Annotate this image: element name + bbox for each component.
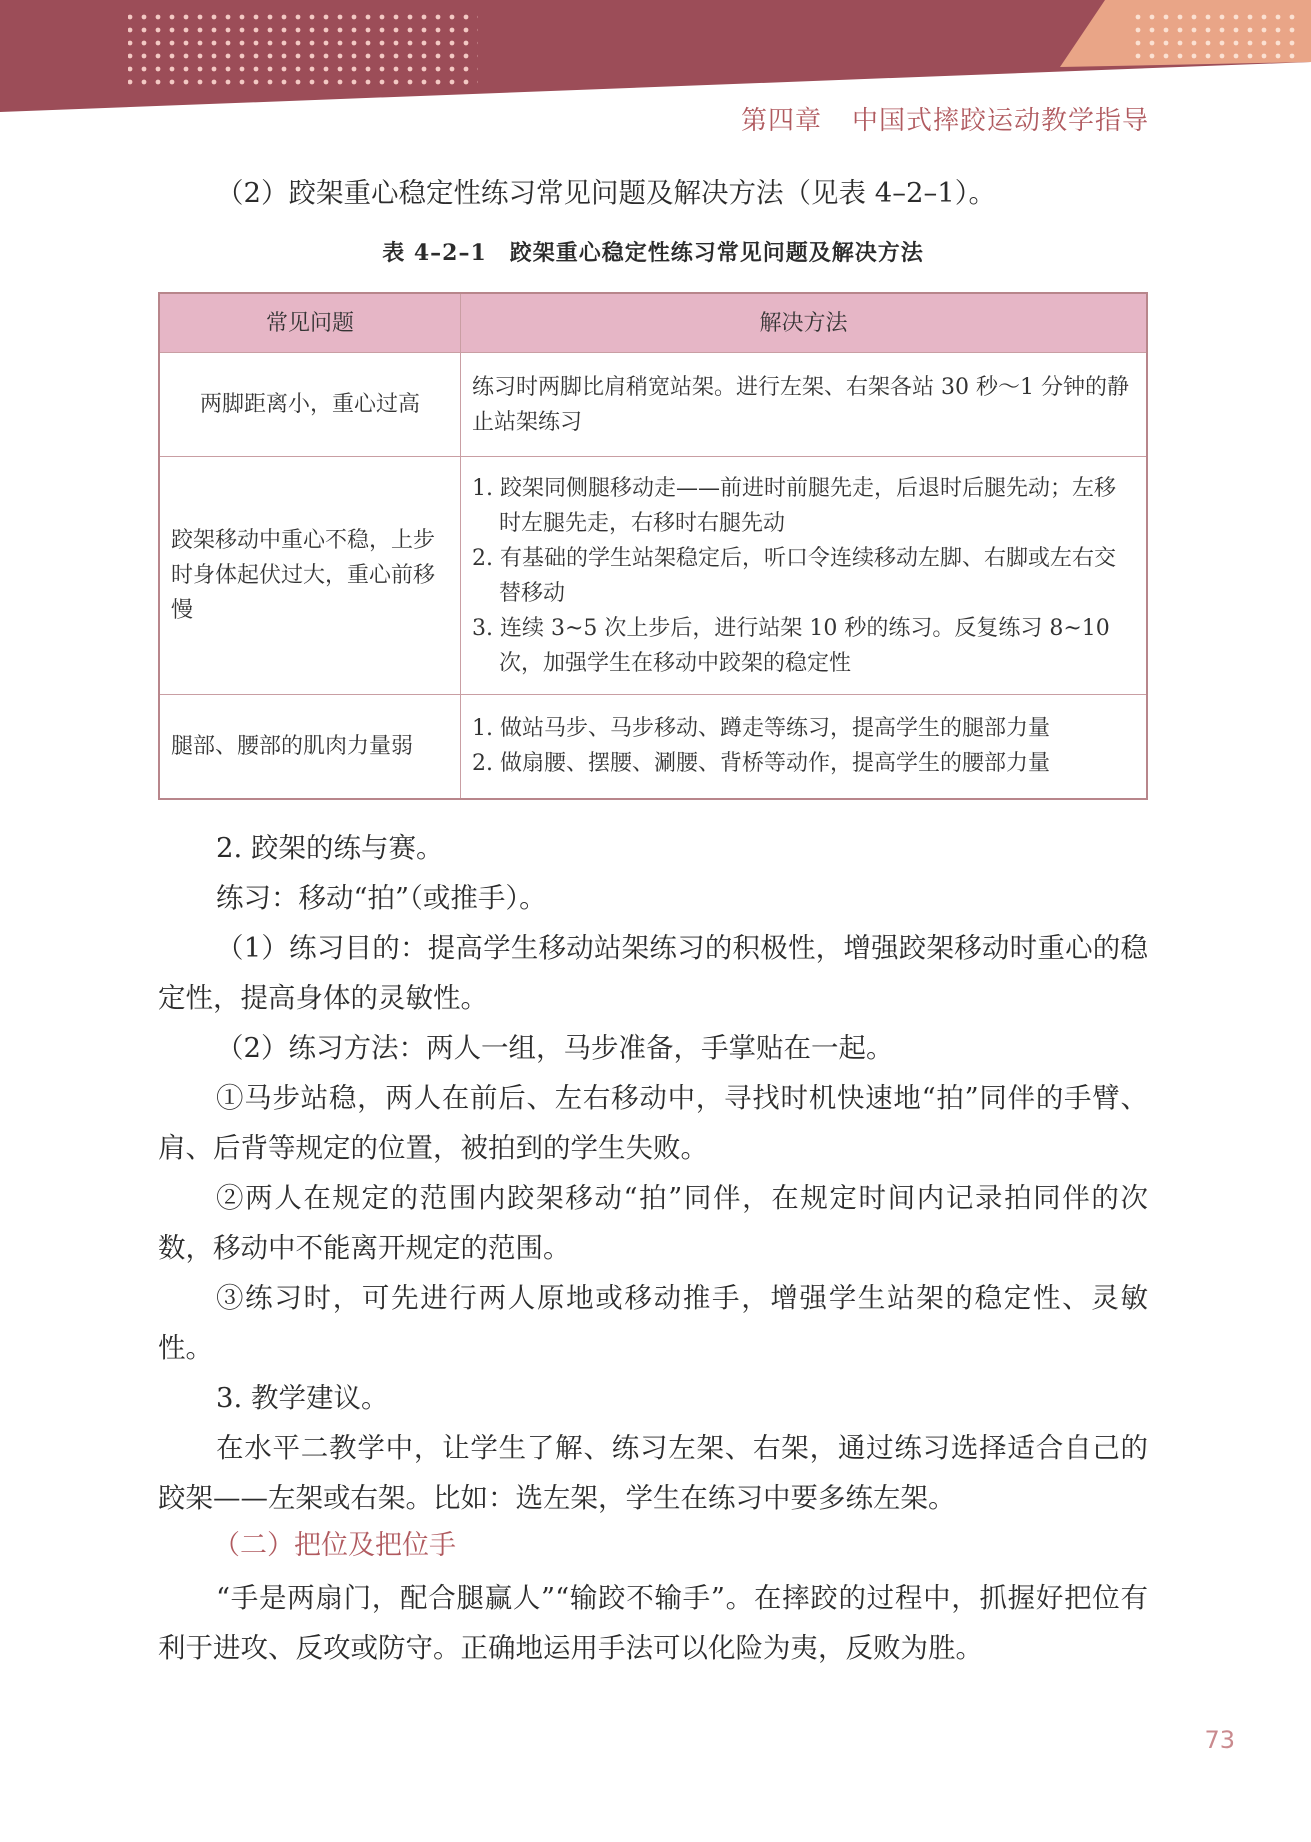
solution-cell [461,353,1148,457]
solution-item: 2. 做扇腰、摆腰、涮腰、背桥等动作，提高学生的腰部力量 [472,751,1050,777]
paragraph: （1）练习目的：提高学生移动站架练习的积极性，增强跤架移动时重心的稳定性，提高身体的灵敏性。 [158,932,1148,1014]
solution-cell [461,457,1148,695]
paragraph: 在水平二教学中，让学生了解、练习左架、右架，通过练习选择适合自己的跤架——左架或右架。比如：选左架，学生在练习中要多练左架。 [158,1432,1148,1514]
header-banner [0,0,1311,115]
header-solution: 解决方法 [461,293,1148,353]
solution-item: 1. 做站马步、马步移动、蹲走等练习，提高学生的腿部力量 [472,716,1050,742]
paragraph: 2. 跤架的练与赛。 [216,832,444,864]
page-number: 73 [1204,1726,1235,1754]
problem-cell: 两脚距离小，重心过高 [159,353,461,457]
solution-item: 1. 跤架同侧腿移动走——前进时前腿先走，后退时后腿先动；左移时左腿先走，右移时右腿先动 [472,475,1116,536]
solution-item: 3. 连续 3~5 次上步后，进行站架 10 秒的练习。反复练习 8~10 次，加强学生在移动中跤架的稳定性 [472,615,1110,676]
chapter-title: 中国式摔跤运动教学指导 [851,106,1149,136]
paragraph: 3. 教学建议。 [216,1382,389,1414]
paragraph: ③练习时，可先进行两人原地或移动推手，增强学生站架的稳定性、灵敏性。 [158,1282,1148,1364]
intro-line: （2）跤架重心稳定性练习常见问题及解决方法（见表 4–2–1）。 [216,177,996,209]
paragraph: （2）练习方法：两人一组，马步准备，手掌贴在一起。 [216,1032,894,1064]
solution-text: 练习时两脚比肩稍宽站架。进行左架、右架各站 30 秒～1 分钟的静止站架练习 [472,374,1129,435]
chapter-header [741,100,1149,137]
header-problem: 常见问题 [159,293,461,353]
solution-item: 2. 有基础的学生站架稳定后，听口令连续移动左脚、右脚或左右交替移动 [472,545,1116,606]
table-caption: 表 4–2–1 跤架重心稳定性练习常见问题及解决方法 [382,240,924,266]
solution-cell [461,695,1148,799]
paragraph: ②两人在规定的范围内跤架移动“拍”同伴，在规定时间内记录拍同伴的次数，移动中不能离开规定的范围。 [158,1182,1148,1264]
chapter-number: 第四章 [740,106,822,136]
paragraph: 练习：移动“拍”（或推手）。 [216,882,547,914]
problem-cell: 跤架移动中重心不稳，上步时身体起伏过大，重心前移慢 [159,457,461,695]
paragraph: “手是两扇门，配合腿赢人”“输跤不输手”。在摔跤的过程中，抓握好把位有利于进攻、反攻或防守。正确地运用手法可以化险为夷，反败为胜。 [158,1582,1148,1664]
table-row [159,457,1147,695]
table-row [159,695,1147,799]
table-row [159,353,1147,457]
paragraph: ①马步站稳，两人在前后、左右移动中，寻找时机快速地“拍”同伴的手臂、肩、后背等规定的位置，被拍到的学生失败。 [158,1082,1148,1164]
problem-cell: 腿部、腰部的肌肉力量弱 [159,695,461,799]
section-heading: （二）把位及把位手 [213,1530,456,1561]
problems-table [158,292,1148,800]
table-header-row [159,293,1147,353]
